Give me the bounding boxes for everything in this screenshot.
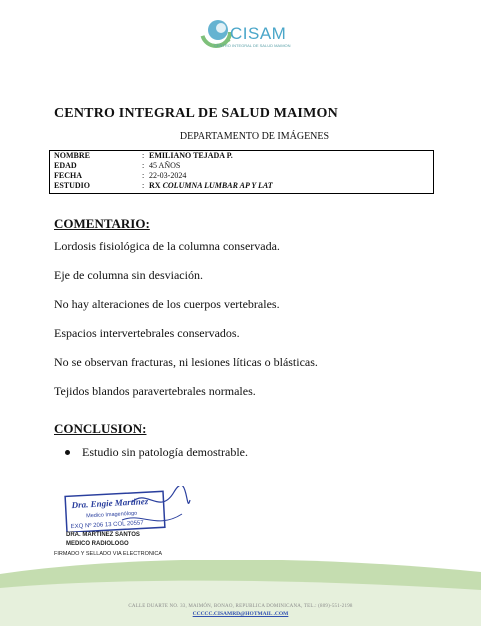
- comment-line: Eje de columna sin desviación.: [54, 268, 203, 282]
- svg-text:Medico Imagenólogo: Medico Imagenólogo: [86, 510, 138, 520]
- logo-subtitle: CENTRO INTEGRAL DE SALUD MAIMON: [214, 43, 291, 48]
- study-type-row: [54, 181, 433, 191]
- patient-age-row: [54, 161, 433, 171]
- patient-name-row: [54, 151, 433, 161]
- info-colon: :: [142, 151, 145, 160]
- bullet-icon: [65, 450, 70, 455]
- conclusion-text: Estudio sin patología demostrable.: [82, 445, 248, 459]
- comment-line: Tejidos blandos paravertebrales normales.: [54, 384, 256, 398]
- signature-note: FIRMADO Y SELLADO VIA ELECTRONICA: [54, 551, 162, 557]
- info-colon: :: [142, 171, 145, 180]
- footer-address: CALLE DUARTE NO. 33, MAIMÓN, BONAO, REPUBLICA DOMINICANA, TEL.: (809)-551-2198: [128, 604, 353, 609]
- svg-text:Dra. Engie Martinez: Dra. Engie Martinez: [71, 496, 149, 511]
- info-colon: :: [142, 181, 145, 190]
- comentario-heading: COMENTARIO:: [54, 216, 150, 231]
- comment-line: Lordosis fisiológica de la columna conservada.: [54, 239, 280, 253]
- logo-name: CISAM: [230, 24, 287, 43]
- comment-line: Espacios intervertebrales conservados.: [54, 326, 240, 340]
- doctor-name: DRA. MARTINEZ SANTOS: [66, 532, 140, 538]
- department-name: DEPARTAMENTO DE IMÁGENES: [179, 131, 330, 142]
- svg-text:EXQ Nº 206 13 COL 20557: EXQ Nº 206 13 COL 20557: [70, 520, 144, 531]
- study-type-value: [149, 181, 273, 191]
- info-label: ESTUDIO: [54, 181, 91, 190]
- signature-stamp-image: [62, 486, 192, 532]
- document-title: CENTRO INTEGRAL DE SALUD MAIMON: [54, 106, 338, 121]
- study-date-row: [54, 171, 433, 181]
- info-label: EDAD: [54, 161, 77, 170]
- study-date-value: 22-03-2024: [149, 171, 187, 180]
- comment-line: No se observan fracturas, ni lesiones líticas o blásticas.: [54, 355, 318, 369]
- patient-info-box: [49, 150, 434, 194]
- conclusion-heading: CONCLUSION:: [54, 421, 147, 436]
- study-prefix: RX: [149, 181, 163, 190]
- info-label: FECHA: [54, 171, 82, 180]
- patient-age-value: 45 AÑOS: [149, 161, 181, 170]
- info-colon: :: [142, 161, 145, 170]
- doctor-role: MEDICO RADIOLOGO: [66, 541, 129, 547]
- info-label: NOMBRE: [54, 151, 90, 160]
- cisam-logo: [190, 10, 300, 54]
- study-description: COLUMNA LUMBAR AP Y LAT: [162, 181, 273, 190]
- comment-line: No hay alteraciones de los cuerpos vertebrales.: [54, 297, 280, 311]
- patient-name-value: EMILIANO TEJADA P.: [149, 151, 233, 160]
- footer-email-link[interactable]: CCCCC.CISAMRD@HOTMAIL .COM: [192, 611, 289, 617]
